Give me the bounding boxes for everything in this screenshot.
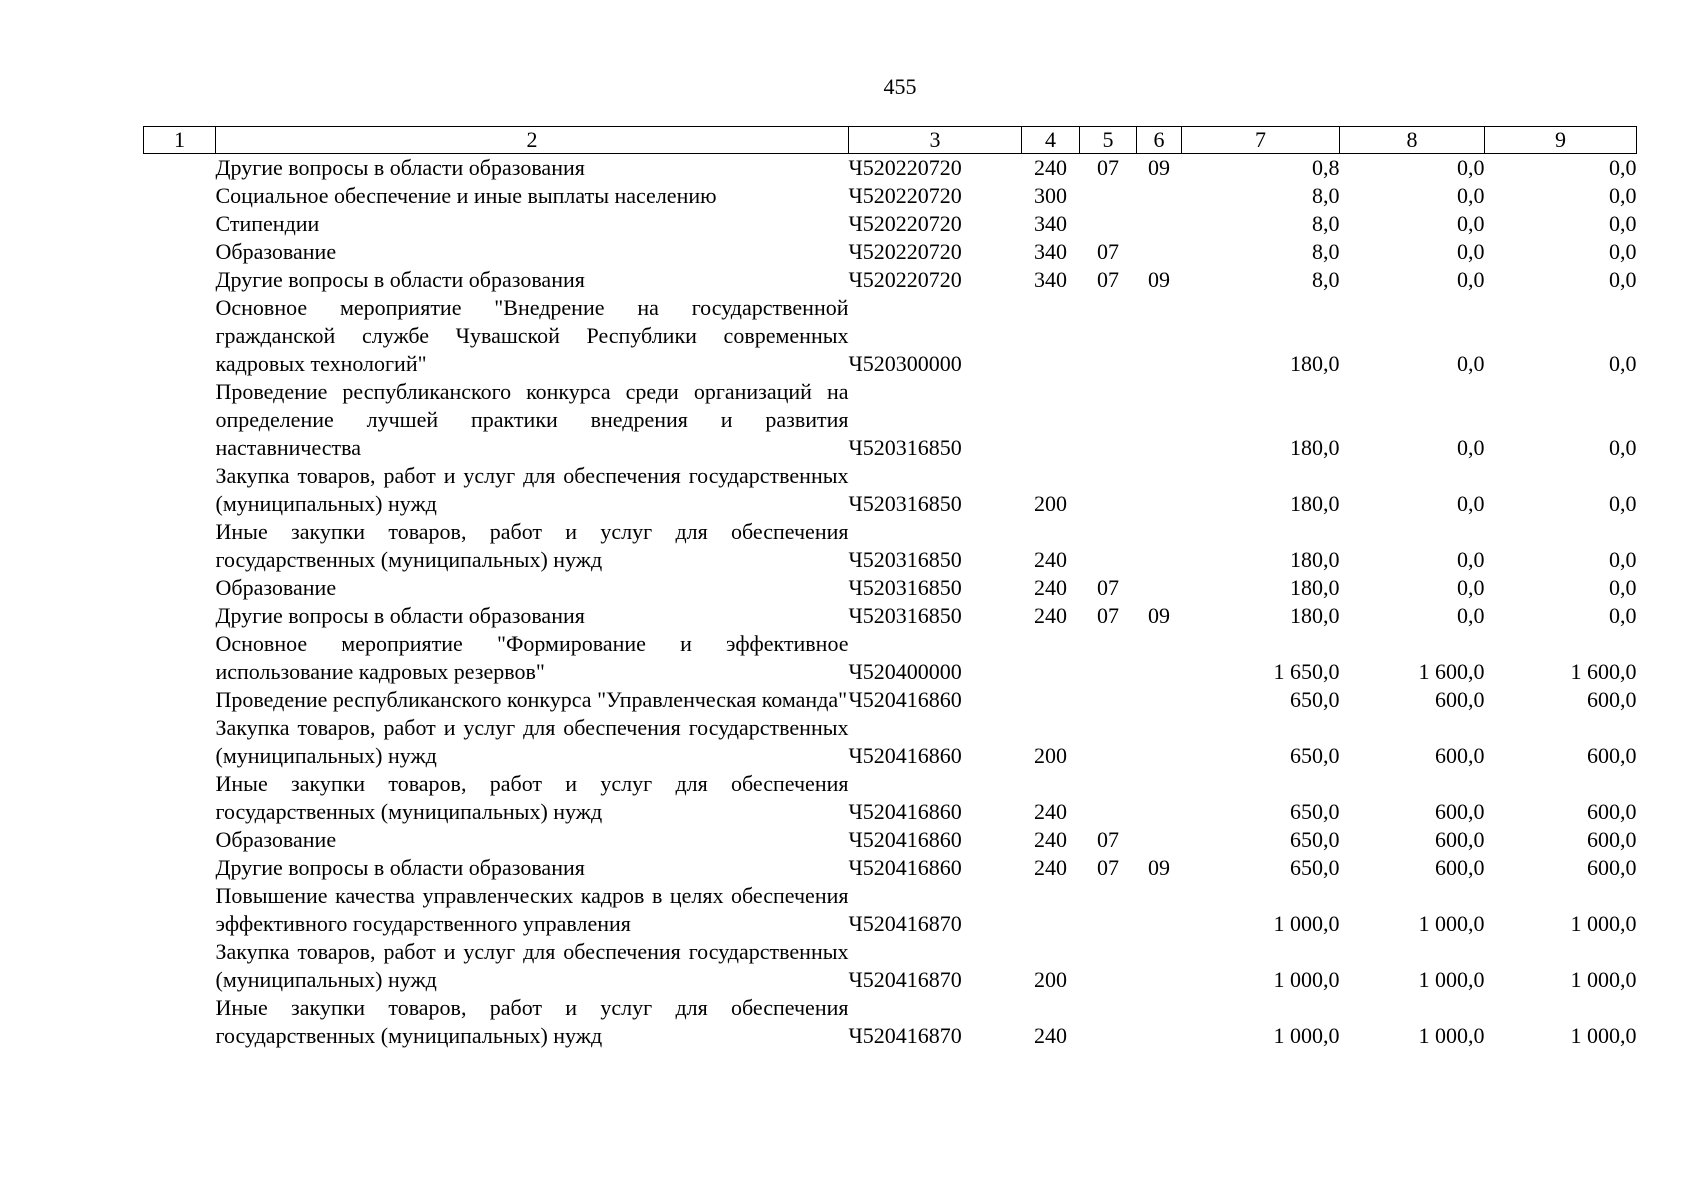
row-value-col7: 8,0	[1312, 211, 1340, 236]
row-subsection	[1137, 462, 1182, 518]
row-expense-type: 300	[1034, 183, 1067, 208]
row-code: Ч520416860	[848, 827, 962, 852]
column-header-4: 4	[1022, 127, 1080, 154]
column-header-3: 3	[849, 127, 1022, 154]
row-spacer	[144, 938, 216, 994]
row-value-col8: 0,0	[1457, 351, 1485, 376]
table-row	[144, 826, 1637, 854]
row-code: Ч520300000	[848, 351, 962, 376]
row-value-col8: 0,0	[1457, 239, 1485, 264]
row-spacer	[144, 602, 216, 630]
row-section	[1080, 770, 1137, 826]
row-spacer	[144, 154, 216, 183]
row-subsection	[1137, 938, 1182, 994]
row-value-col9: 0,0	[1609, 351, 1637, 376]
row-name: Образование	[215, 827, 337, 852]
row-code: Ч520316850	[848, 435, 962, 460]
row-spacer	[144, 378, 216, 462]
row-code: Ч520220720	[848, 267, 962, 292]
row-subsection	[1137, 770, 1182, 826]
row-expense-type	[1022, 294, 1080, 378]
row-value-col9: 0,0	[1609, 547, 1637, 572]
row-expense-type: 340	[1034, 239, 1067, 264]
row-section	[1080, 938, 1137, 994]
row-section	[1080, 378, 1137, 462]
row-value-col8: 0,0	[1457, 183, 1485, 208]
row-section	[1080, 882, 1137, 938]
row-value-col8: 1 000,0	[1418, 967, 1485, 992]
table-row	[144, 854, 1637, 882]
row-spacer	[144, 714, 216, 770]
row-spacer	[144, 182, 216, 210]
row-code: Ч520416860	[848, 687, 962, 712]
row-value-col7: 1 000,0	[1273, 1023, 1340, 1048]
row-section: 07	[1097, 239, 1119, 264]
row-value-col7: 1 000,0	[1273, 967, 1340, 992]
row-code: Ч520416860	[848, 855, 962, 880]
row-subsection	[1137, 714, 1182, 770]
row-subsection	[1137, 182, 1182, 210]
page-number: 455	[883, 74, 917, 99]
row-spacer	[144, 770, 216, 826]
row-value-col8: 600,0	[1435, 799, 1485, 824]
row-subsection	[1137, 210, 1182, 238]
row-value-col9: 0,0	[1609, 211, 1637, 236]
table-row	[144, 154, 1637, 183]
row-name: Закупка товаров, работ и услуг для обеспечения государственных (муниципальных) нужд	[215, 715, 849, 768]
row-value-col7: 180,0	[1290, 435, 1340, 460]
row-code: Ч520416860	[848, 799, 962, 824]
row-name: Иные закупки товаров, работ и услуг для обеспечения государственных (муниципальных) нужд	[215, 771, 849, 824]
row-value-col9: 1 000,0	[1570, 967, 1637, 992]
column-header-2: 2	[216, 127, 849, 154]
row-subsection	[1137, 574, 1182, 602]
column-header-1: 1	[144, 127, 216, 154]
row-name: Иные закупки товаров, работ и услуг для обеспечения государственных (муниципальных) нужд	[215, 995, 849, 1048]
row-value-col9: 0,0	[1609, 267, 1637, 292]
row-name: Другие вопросы в области образования	[215, 603, 585, 628]
row-subsection	[1137, 994, 1182, 1050]
row-code: Ч520416870	[848, 1023, 962, 1048]
row-code: Ч520416870	[848, 911, 962, 936]
table-row	[144, 266, 1637, 294]
table-row	[144, 686, 1637, 714]
row-spacer	[144, 994, 216, 1050]
row-name: Образование	[215, 575, 337, 600]
row-value-col7: 8,0	[1312, 267, 1340, 292]
row-section: 07	[1097, 603, 1119, 628]
row-spacer	[144, 686, 216, 714]
column-number-header	[144, 127, 1637, 154]
row-value-col8: 0,0	[1457, 435, 1485, 460]
table-row	[144, 994, 1637, 1050]
row-code: Ч520316850	[848, 603, 962, 628]
table-row	[144, 574, 1637, 602]
row-name: Иные закупки товаров, работ и услуг для обеспечения государственных (муниципальных) нужд	[215, 519, 849, 572]
row-value-col7: 650,0	[1290, 687, 1340, 712]
table-row	[144, 518, 1637, 574]
table-row	[144, 238, 1637, 266]
table-row	[144, 714, 1637, 770]
row-expense-type: 200	[1034, 491, 1067, 516]
table-row	[144, 210, 1637, 238]
row-value-col8: 0,0	[1457, 603, 1485, 628]
row-section: 07	[1097, 827, 1119, 852]
column-header-9: 9	[1485, 127, 1637, 154]
row-code: Ч520416870	[848, 967, 962, 992]
row-value-col9: 600,0	[1587, 743, 1637, 768]
row-spacer	[144, 210, 216, 238]
row-spacer	[144, 882, 216, 938]
row-section: 07	[1097, 575, 1119, 600]
row-section: 07	[1097, 155, 1119, 180]
row-subsection	[1137, 686, 1182, 714]
row-name: Другие вопросы в области образования	[215, 267, 585, 292]
table-row	[144, 938, 1637, 994]
row-expense-type	[1022, 630, 1080, 686]
row-value-col8: 600,0	[1435, 687, 1485, 712]
row-value-col9: 1 000,0	[1570, 911, 1637, 936]
row-section	[1080, 714, 1137, 770]
row-subsection	[1137, 378, 1182, 462]
row-value-col7: 180,0	[1290, 547, 1340, 572]
row-code: Ч520316850	[848, 491, 962, 516]
budget-table	[143, 126, 1637, 1050]
row-expense-type: 240	[1034, 799, 1067, 824]
row-value-col7: 0,8	[1312, 155, 1340, 180]
row-value-col7: 1 000,0	[1273, 911, 1340, 936]
row-section	[1080, 630, 1137, 686]
row-value-col8: 1 000,0	[1418, 911, 1485, 936]
row-spacer	[144, 266, 216, 294]
row-value-col8: 1 600,0	[1418, 659, 1485, 684]
row-section	[1080, 210, 1137, 238]
row-subsection	[1137, 826, 1182, 854]
row-value-col8: 0,0	[1457, 267, 1485, 292]
row-name: Основное мероприятие "Формирование и эффективное использование кадровых резервов"	[215, 631, 849, 684]
row-expense-type: 200	[1034, 743, 1067, 768]
row-code: Ч520316850	[848, 547, 962, 572]
row-expense-type	[1022, 686, 1080, 714]
row-name: Проведение республиканского конкурса "Управленческая команда"	[215, 687, 848, 712]
row-name: Другие вопросы в области образования	[215, 855, 585, 880]
row-spacer	[144, 574, 216, 602]
row-section	[1080, 994, 1137, 1050]
row-value-col9: 0,0	[1609, 239, 1637, 264]
table-row	[144, 294, 1637, 378]
row-expense-type: 240	[1034, 603, 1067, 628]
row-expense-type: 240	[1034, 1023, 1067, 1048]
row-subsection	[1137, 294, 1182, 378]
row-value-col7: 180,0	[1290, 351, 1340, 376]
row-value-col9: 0,0	[1609, 183, 1637, 208]
table-row	[144, 378, 1637, 462]
row-value-col8: 0,0	[1457, 575, 1485, 600]
row-value-col7: 8,0	[1312, 183, 1340, 208]
row-name: Социальное обеспечение и иные выплаты населению	[215, 183, 717, 208]
row-value-col9: 0,0	[1609, 575, 1637, 600]
row-section	[1080, 182, 1137, 210]
row-expense-type: 340	[1034, 267, 1067, 292]
row-expense-type	[1022, 378, 1080, 462]
row-value-col7: 650,0	[1290, 799, 1340, 824]
row-value-col8: 0,0	[1457, 211, 1485, 236]
row-subsection: 09	[1148, 155, 1170, 180]
row-expense-type: 240	[1034, 855, 1067, 880]
row-value-col9: 0,0	[1609, 155, 1637, 180]
row-name: Проведение республиканского конкурса среди организаций на определение лучшей практики внедрения и развития наставничества	[215, 379, 849, 460]
row-value-col7: 8,0	[1312, 239, 1340, 264]
row-subsection	[1137, 518, 1182, 574]
table-row	[144, 630, 1637, 686]
row-spacer	[144, 854, 216, 882]
row-value-col9: 0,0	[1609, 491, 1637, 516]
row-name: Закупка товаров, работ и услуг для обеспечения государственных (муниципальных) нужд	[215, 463, 849, 516]
row-value-col9: 600,0	[1587, 799, 1637, 824]
row-subsection: 09	[1148, 267, 1170, 292]
row-name: Повышение качества управленческих кадров в целях обеспечения эффективного государственного управления	[215, 883, 849, 936]
row-subsection: 09	[1148, 855, 1170, 880]
row-value-col9: 600,0	[1587, 827, 1637, 852]
row-value-col7: 650,0	[1290, 743, 1340, 768]
table-body	[144, 154, 1637, 1051]
row-subsection	[1137, 630, 1182, 686]
row-code: Ч520400000	[848, 659, 962, 684]
row-value-col9: 600,0	[1587, 687, 1637, 712]
row-code: Ч520220720	[848, 155, 962, 180]
row-code: Ч520220720	[848, 239, 962, 264]
row-expense-type: 240	[1034, 547, 1067, 572]
row-code: Ч520220720	[848, 211, 962, 236]
row-code: Ч520220720	[848, 183, 962, 208]
row-code: Ч520316850	[848, 575, 962, 600]
row-spacer	[144, 826, 216, 854]
row-value-col8: 600,0	[1435, 743, 1485, 768]
row-section	[1080, 462, 1137, 518]
table-row	[144, 182, 1637, 210]
row-value-col8: 0,0	[1457, 547, 1485, 572]
row-name: Закупка товаров, работ и услуг для обеспечения государственных (муниципальных) нужд	[215, 939, 849, 992]
row-expense-type: 200	[1034, 967, 1067, 992]
row-value-col8: 1 000,0	[1418, 1023, 1485, 1048]
row-spacer	[144, 462, 216, 518]
table-row	[144, 602, 1637, 630]
row-spacer	[144, 630, 216, 686]
row-value-col9: 0,0	[1609, 603, 1637, 628]
table-row	[144, 462, 1637, 518]
row-subsection	[1137, 882, 1182, 938]
column-header-6: 6	[1137, 127, 1182, 154]
row-spacer	[144, 294, 216, 378]
row-value-col8: 600,0	[1435, 855, 1485, 880]
row-value-col9: 0,0	[1609, 435, 1637, 460]
row-value-col9: 600,0	[1587, 855, 1637, 880]
row-value-col7: 180,0	[1290, 491, 1340, 516]
column-header-8: 8	[1340, 127, 1485, 154]
row-subsection: 09	[1148, 603, 1170, 628]
row-expense-type: 240	[1034, 155, 1067, 180]
table-row	[144, 770, 1637, 826]
row-name: Образование	[215, 239, 337, 264]
row-value-col8: 0,0	[1457, 491, 1485, 516]
column-header-5: 5	[1080, 127, 1137, 154]
row-section: 07	[1097, 267, 1119, 292]
row-code: Ч520416860	[848, 743, 962, 768]
row-spacer	[144, 238, 216, 266]
row-value-col9: 1 000,0	[1570, 1023, 1637, 1048]
row-expense-type: 340	[1034, 211, 1067, 236]
row-expense-type	[1022, 882, 1080, 938]
row-section	[1080, 686, 1137, 714]
row-expense-type: 240	[1034, 575, 1067, 600]
row-value-col7: 650,0	[1290, 827, 1340, 852]
row-expense-type: 240	[1034, 827, 1067, 852]
row-name: Стипендии	[215, 211, 320, 236]
row-name: Основное мероприятие "Внедрение на государственной гражданской службе Чувашской Республики современных кадровых технологий"	[215, 295, 849, 376]
table-row	[144, 882, 1637, 938]
row-subsection	[1137, 238, 1182, 266]
column-header-7: 7	[1182, 127, 1340, 154]
row-section	[1080, 294, 1137, 378]
row-value-col7: 1 650,0	[1273, 659, 1340, 684]
row-value-col7: 180,0	[1290, 575, 1340, 600]
row-value-col7: 650,0	[1290, 855, 1340, 880]
row-name: Другие вопросы в области образования	[215, 155, 585, 180]
row-value-col8: 0,0	[1457, 155, 1485, 180]
row-section: 07	[1097, 855, 1119, 880]
row-section	[1080, 518, 1137, 574]
row-value-col9: 1 600,0	[1570, 659, 1637, 684]
row-spacer	[144, 518, 216, 574]
row-value-col8: 600,0	[1435, 827, 1485, 852]
row-value-col7: 180,0	[1290, 603, 1340, 628]
